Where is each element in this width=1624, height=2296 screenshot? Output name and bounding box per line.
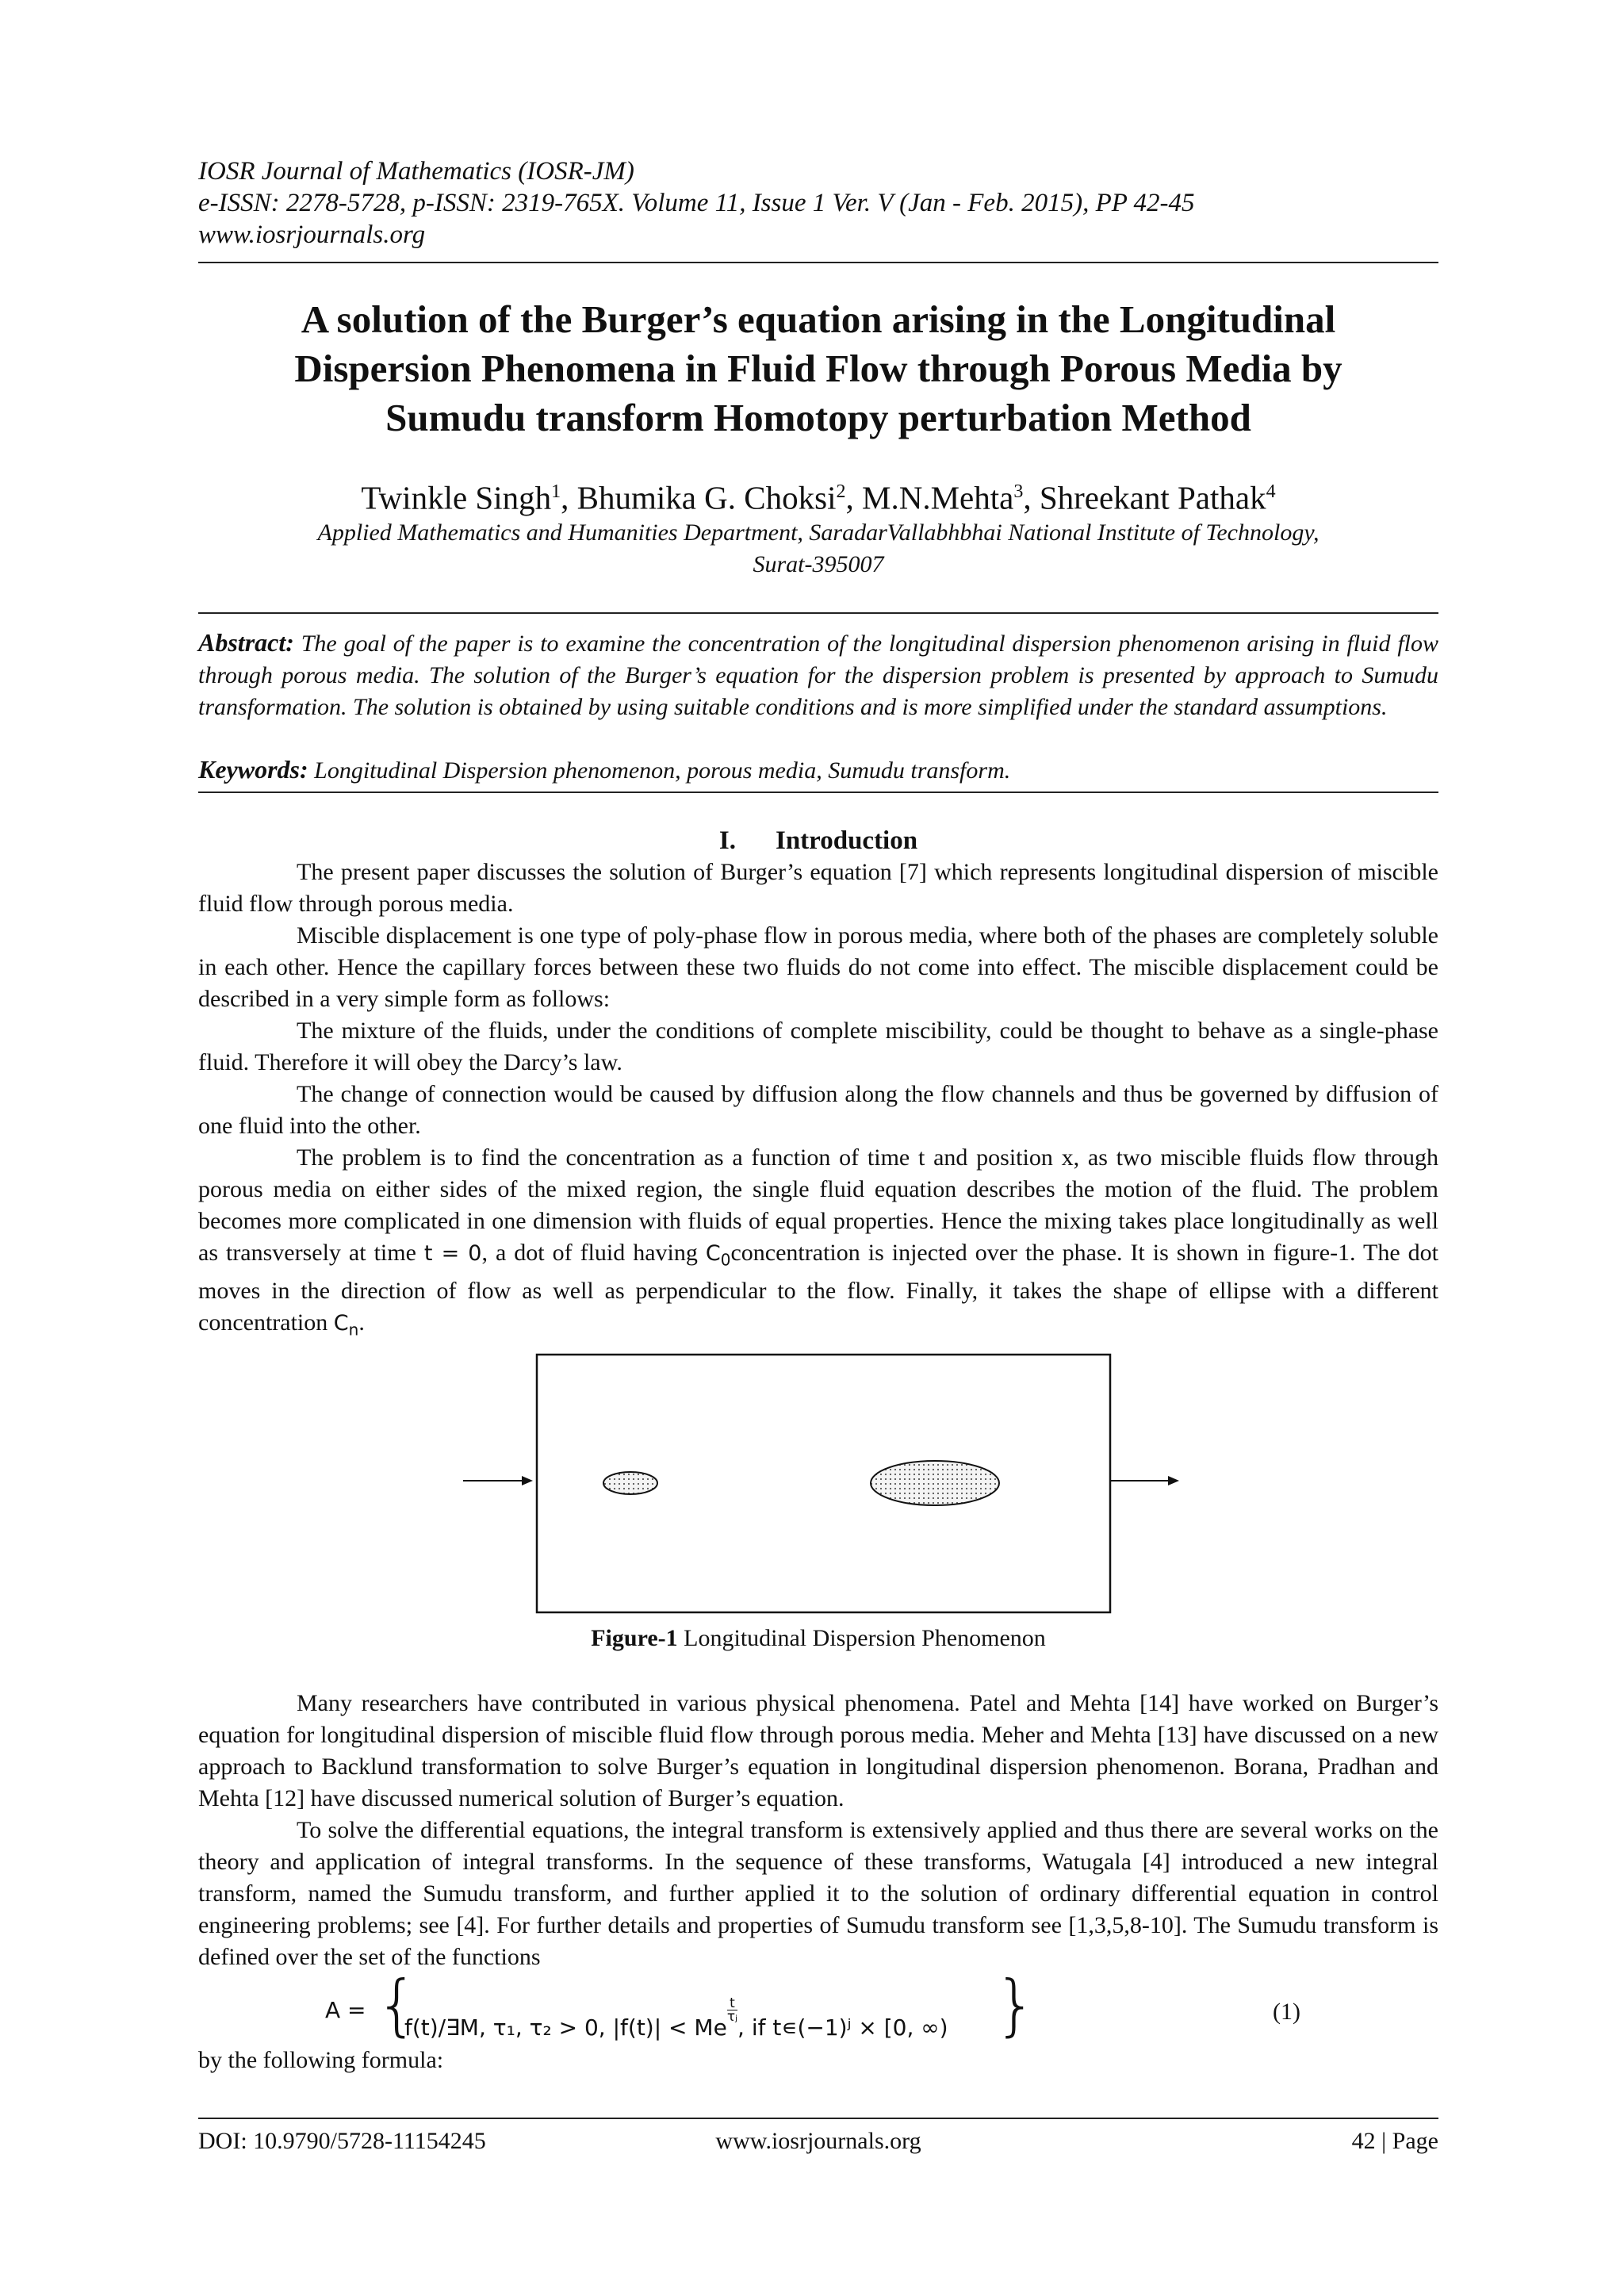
equation-1 <box>325 1966 1438 2044</box>
keywords-text: Longitudinal Dispersion phenomenon, porous media, Sumudu transform. <box>314 757 1011 784</box>
affiliation-line: Surat-395007 <box>753 551 884 577</box>
body-after-figure <box>198 1688 1438 1973</box>
math-inline <box>333 1311 359 1340</box>
equation-set <box>404 1997 948 2041</box>
journal-issn: e-ISSN: 2278-5728, p-ISSN: 2319-765X. Volume 11, Issue 1 Ver. V (Jan - Feb. 2015), PP 42-45 <box>198 189 1195 217</box>
paragraph-text: by the following formula: <box>198 2047 444 2073</box>
author-affiliation-mark: 4 <box>1266 481 1276 502</box>
abstract-text: The goal of the paper is to examine the concentration of the longitudinal dispersion phenomenon arising in fluid flow through porous media. The solution of the Burger’s equation for the dispersion problem is presented by approach to Sumudu transformation. The solution is obtained by using suitable conditions and is more simplified under the standard assumptions. <box>198 631 1438 720</box>
equation-set-content: f(t)/∃M, τ₁, τ₂ > 0, |f(t)| < Me <box>404 2014 727 2041</box>
section-title: Introduction <box>775 826 918 855</box>
exponent-denominator: τⱼ <box>726 2009 738 2025</box>
left-brace: { <box>376 1966 419 2044</box>
exponent-numerator: t <box>727 1997 737 2010</box>
paragraph <box>198 1142 1438 1346</box>
author-name: Twinkle Singh <box>361 479 552 516</box>
figure-dispersion-diagram <box>460 1348 1197 1618</box>
figure-caption-text: Longitudinal Dispersion Phenomenon <box>684 1625 1046 1651</box>
paragraph-text: . <box>358 1309 365 1336</box>
section-number: I. <box>718 826 736 855</box>
affiliation <box>198 517 1438 581</box>
equation-exponent <box>727 1997 737 2023</box>
equation-lhs: A = <box>325 1997 366 2023</box>
dispersed-ellipse <box>871 1461 999 1505</box>
footer-doi[interactable]: DOI: 10.9790/5728-11154245 <box>198 2128 486 2154</box>
math-subscript: n <box>348 1320 359 1340</box>
math-symbol: C <box>705 1241 721 1266</box>
math-inline <box>705 1241 731 1270</box>
paragraph: The mixture of the fluids, under the conditions of complete miscibility, could be thought to behave as a single-phase fluid. Therefore it will obey the Darcy’s law. <box>198 1018 1438 1075</box>
author-affiliation-mark: 3 <box>1013 481 1024 502</box>
author-list: Twinkle Singh$^1$, Bhumika G. Choksi$^2$, M.N.Mehta$^3$, Shreekant Pathak$^4$ <box>361 479 1276 516</box>
equation-number: (1) <box>1273 1999 1300 2025</box>
journal-website[interactable]: www.iosrjournals.org <box>198 220 426 249</box>
section-heading <box>198 825 1438 857</box>
intro-body <box>198 857 1438 1346</box>
keywords-label: Keywords: <box>198 755 308 784</box>
paragraph: Many researchers have contributed in various physical phenomena. Patel and Mehta [14] have worked on Burger’s equation for longitudinal dispersion of miscible fluid flow through porous media. Meher and Mehta [13] have discussed on a new approach to Backlund transformation to solve Burger’s equation in longitudinal dispersion phenomenon. Borana, Pradhan and Mehta [12] have discussed numerical solution of Burger’s equation. <box>198 1690 1438 1811</box>
math-symbol: C <box>333 1311 349 1336</box>
journal-name: IOSR Journal of Mathematics (IOSR-JM) <box>198 157 634 186</box>
title-line: A solution of the Burger’s equation arising in the Longitudinal <box>301 297 1336 341</box>
paragraph-text: concentration is injected over the phase. It is shown in figure-1. The dot moves in the direction of flow as well as perpendicular to the flow. Finally, it takes the shape of ellipse with a different concentration <box>198 1240 1438 1336</box>
initial-dot <box>603 1472 657 1494</box>
after-equation-text <box>198 2045 1438 2076</box>
paragraph: Miscible displacement is one type of poly-phase flow in porous media, where both of the phases are completely soluble in each other. Hence the capillary forces between these two fluids do not come into effect. The miscible displacement could be described in a very simple form as follows: <box>198 922 1438 1012</box>
paragraph: To solve the differential equations, the integral transform is extensively applied and thus there are several works on the theory and application of integral transforms. In the sequence of these transforms, Watugala [4] introduced a new integral transform, named the Sumudu transform, and further applied it to the solution of ordinary differential equation in control engineering problems; see [4]. For further details and properties of Sumudu transform see [1,3,5,8-10]. The Sumudu transform is defined over the set of the functions <box>198 1817 1438 1970</box>
figure-caption <box>198 1623 1438 1654</box>
outflow-arrow <box>1110 1476 1179 1485</box>
affiliation-line: Applied Mathematics and Humanities Department, SaradarVallabhbhai National Institute of Technology, <box>317 519 1320 546</box>
footer-rule <box>198 2118 1438 2119</box>
equation-set-condition: , if t∊(−1)ʲ × [0, ∞) <box>737 2014 948 2041</box>
author-affiliation-mark: 1 <box>551 481 561 502</box>
footer-website[interactable]: www.iosrjournals.org <box>715 2128 921 2154</box>
keywords <box>198 753 1438 787</box>
math-subscript: 0 <box>720 1250 731 1270</box>
paragraph: The present paper discusses the solution of Burger’s equation [7] which represents longitudinal dispersion of miscible fluid flow through porous media. <box>198 859 1438 917</box>
author-name: Bhumika G. Choksi <box>576 479 837 516</box>
right-brace: } <box>994 1966 1037 2044</box>
paragraph-text: , a dot of fluid having <box>481 1240 706 1266</box>
paragraph-text: The problem is to find the concentration as a function of time t and position x, as two miscible fluids flow through porous media on either sides of the mixed region, the single fluid equation describes the motion of the fluid. The problem becomes more complicated in one dimension with fluids of equal properties. Hence the mixing takes place longitudinally as well as transversely at time <box>198 1144 1438 1266</box>
title-line: Dispersion Phenomena in Fluid Flow through Porous Media by <box>294 347 1342 390</box>
abstract-top-rule <box>198 612 1438 614</box>
paragraph: The change of connection would be caused by diffusion along the flow channels and thus be governed by diffusion of one fluid into the other. <box>198 1081 1438 1139</box>
abstract <box>198 627 1438 723</box>
author-name: M.N.Mehta <box>862 479 1014 516</box>
author-name: Shreekant Pathak <box>1039 479 1266 516</box>
title-line: Sumudu transform Homotopy perturbation Method <box>385 396 1251 439</box>
paper-title <box>198 295 1438 443</box>
figure-label: Figure-1 <box>591 1625 678 1651</box>
abstract-label: Abstract: <box>198 628 294 657</box>
footer-page-number: 42 | Page <box>1351 2128 1438 2154</box>
inflow-arrow <box>463 1476 533 1485</box>
math-inline: t = 0 <box>423 1241 482 1266</box>
abstract-bottom-rule <box>198 792 1438 793</box>
author-affiliation-mark: 2 <box>836 481 846 502</box>
header-rule <box>198 262 1438 263</box>
